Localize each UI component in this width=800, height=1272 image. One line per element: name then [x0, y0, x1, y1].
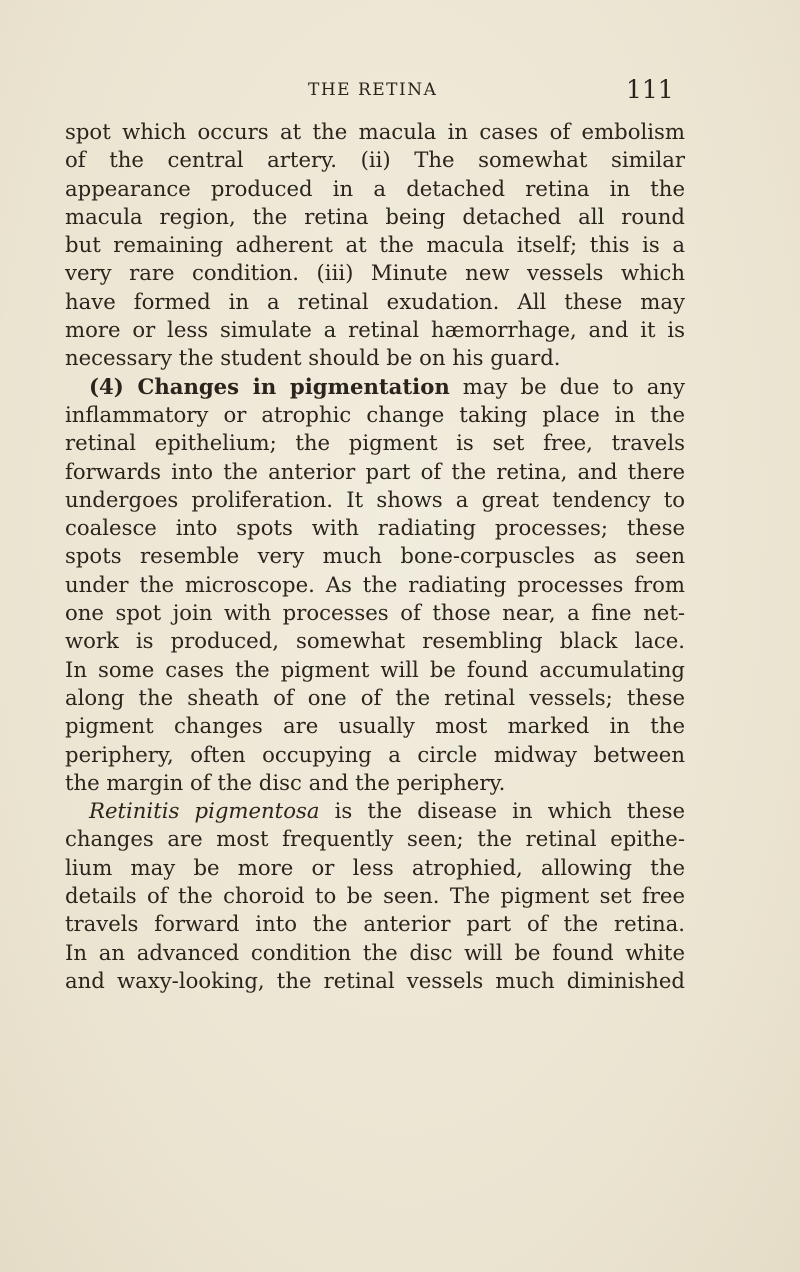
text-line: In an advanced condition the disc will be found white: [65, 939, 685, 965]
text-line: spot which occurs at the macula in cases of embolism: [65, 119, 685, 144]
paragraph-lead-line: [65, 373, 685, 401]
text-line: retinal epithelium; the pigment is set free, travels: [65, 430, 685, 456]
running-head: [0, 75, 800, 104]
text-line: and waxy-looking, the retinal vessels much diminished: [65, 967, 685, 993]
paragraph-lead-rest: may be due to any: [449, 373, 685, 399]
text-line: necessary the student should be on his guard.: [65, 345, 561, 371]
text-line: work is produced, somewhat resembling black lace.: [65, 628, 685, 654]
text-line: travels forward into the anterior part of the retina.: [65, 911, 685, 937]
text-line: have formed in a retinal exudation. All these may: [65, 288, 685, 314]
text-line: the margin of the disc and the periphery.: [65, 769, 506, 795]
text-line: changes are most frequently seen; the retinal epithe-: [65, 826, 685, 852]
text-line: very rare condition. (iii) Minute new vessels which: [65, 260, 685, 286]
text-line: along the sheath of one of the retinal vessels; these: [65, 684, 685, 710]
running-title: THE RETINA: [308, 80, 438, 100]
text-line: one spot join with processes of those near, a fine net-: [65, 600, 685, 626]
text-line: periphery, often occupying a circle midway between: [65, 741, 685, 767]
page-number: 111: [626, 75, 674, 104]
text-line: inflammatory or atrophic change taking place in the: [65, 401, 685, 427]
text-line: more or less simulate a retinal hæmorrhage, and it is: [65, 317, 685, 343]
text-line: coalesce into spots with radiating processes; these: [65, 515, 685, 541]
text-line: pigment changes are usually most marked in the: [65, 713, 685, 739]
text-line: lium may be more or less atrophied, allowing the: [65, 854, 685, 880]
italic-term: Retinitis pigmentosa: [89, 798, 320, 824]
text-line: of the central artery. (ii) The somewhat similar: [65, 147, 685, 173]
paragraph-heading: (4) Changes in pigmentation: [89, 373, 450, 399]
body-text: [65, 118, 685, 995]
text-line: appearance produced in a detached retina in the: [65, 175, 685, 201]
text-line: In some cases the pigment will be found accumulating: [65, 656, 685, 682]
text-line: under the microscope. As the radiating processes from: [65, 571, 685, 597]
text-line: spots resemble very much bone-corpuscles as seen: [65, 543, 685, 569]
text-line: forwards into the anterior part of the retina, and there: [65, 458, 685, 484]
text-line: but remaining adherent at the macula itself; this is a: [65, 232, 685, 258]
text-line: macula region, the retina being detached all round: [65, 203, 685, 229]
paragraph-lead-line: [65, 797, 685, 825]
text-line: undergoes proliferation. It shows a great tendency to: [65, 486, 685, 512]
paragraph-lead-rest: is the disease in which these: [319, 798, 685, 824]
text-line: details of the choroid to be seen. The pigment set free: [65, 883, 685, 909]
